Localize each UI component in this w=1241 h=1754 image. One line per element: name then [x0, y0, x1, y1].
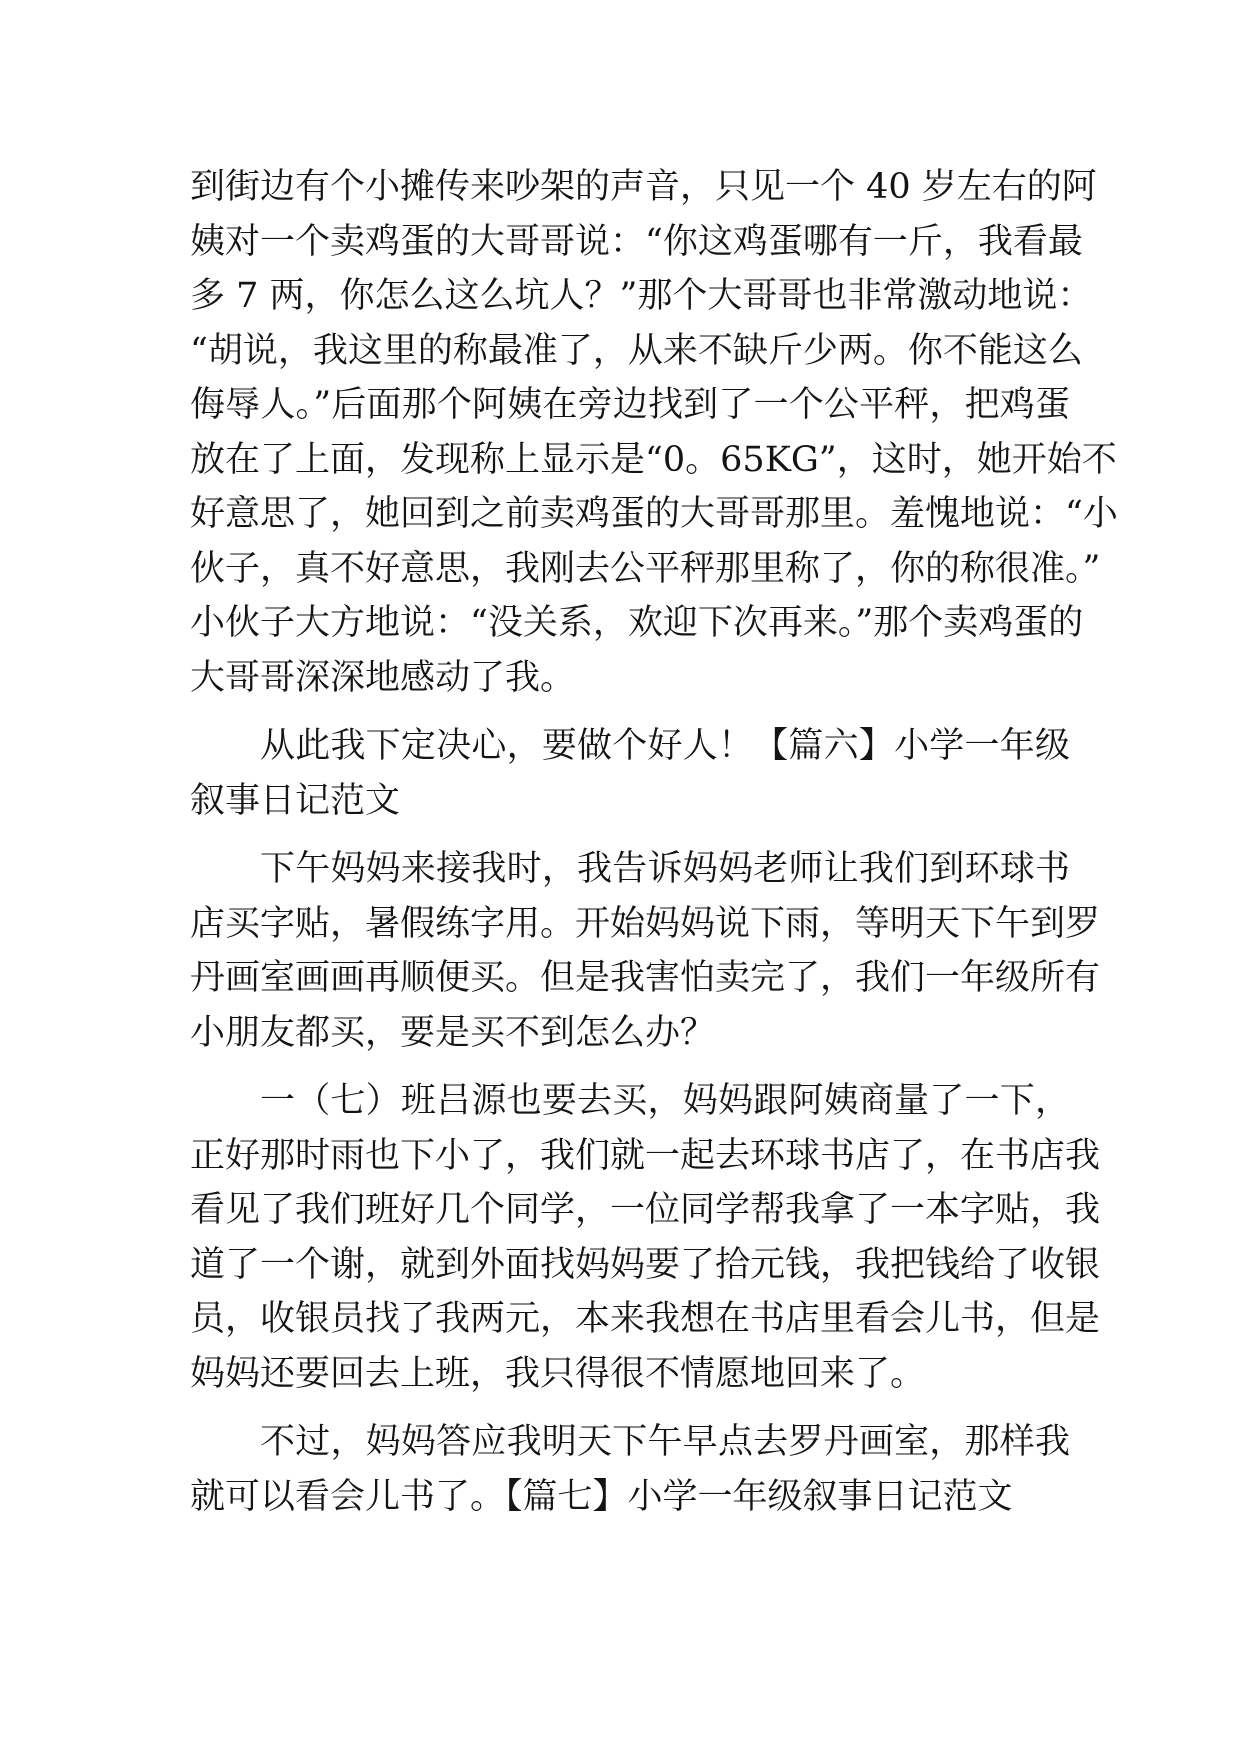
text-line: 不过，妈妈答应我明天下午早点去罗丹画室，那样我 — [260, 1422, 1070, 1462]
text-line: 到街边有个小摊传来吵架的声音，只见一个 40 岁左右的阿 — [190, 167, 1097, 207]
paragraph-conclusion-and-heading-7 — [190, 1415, 1070, 1524]
paragraph-gap — [190, 1060, 1070, 1074]
text-line: 从此我下定决心，要做个好人！【篇六】小学一年级 — [260, 726, 1070, 766]
text-line: 姨对一个卖鸡蛋的大哥哥说：“你这鸡蛋哪有一斤，我看最 — [190, 221, 1083, 262]
text-line: 侮辱人。”后面那个阿姨在旁边找到了一个公平秤，把鸡蛋 — [190, 385, 1070, 425]
text-line: 小伙子大方地说：“没关系，欢迎下次再来。”那个卖鸡蛋的 — [190, 603, 1084, 643]
paragraph-bookstore-intro — [190, 842, 1101, 1060]
paragraph-gap — [190, 1401, 1070, 1415]
text-line: 看见了我们班好几个同学，一位同学帮我拿了一本字贴，我 — [190, 1190, 1101, 1230]
body-text — [190, 160, 1118, 1524]
text-line: 大哥哥深深地感动了我。 — [190, 657, 576, 698]
text-line: 妈妈还要回去上班，我只得很不情愿地回来了。 — [190, 1353, 926, 1394]
text-line: 就可以看会儿书了。【篇七】小学一年级叙事日记范文 — [190, 1476, 1013, 1517]
text-line: 多 7 两，你怎么这么坑人？”那个大哥哥也非常激动地说： — [190, 276, 1093, 316]
text-line: 正好那时雨也下小了，我们就一起去环球书店了，在书店我 — [190, 1135, 1101, 1176]
text-line: 下午妈妈来接我时，我告诉妈妈老师让我们到环球书 — [260, 849, 1070, 889]
text-line: 店买字贴，暑假练字用。开始妈妈说下雨，等明天下午到罗 — [190, 903, 1101, 944]
paragraph-resolution-and-heading-6 — [190, 719, 1070, 828]
text-line: 好意思了，她回到之前卖鸡蛋的大哥哥那里。羞愧地说：“小 — [190, 494, 1118, 534]
text-line: 小朋友都买，要是买不到怎么办？ — [190, 1012, 716, 1053]
text-line: 丹画室画画再顺便买。但是我害怕卖完了，我们一年级所有 — [190, 958, 1101, 998]
text-line: 道了一个谢，就到外面找妈妈要了拾元钱，我把钱给了收银 — [190, 1244, 1101, 1285]
text-line: 一（七）班吕源也要去买，妈妈跟阿姨商量了一下， — [260, 1081, 1070, 1121]
text-line: 放在了上面，发现称上显示是“0。65KG”，这时，她开始不 — [190, 439, 1117, 480]
paragraph-egg-seller-story — [190, 160, 1118, 705]
paragraph-gap — [190, 705, 1070, 719]
text-line: “胡说，我这里的称最准了，从来不缺斤少两。你不能这么 — [190, 330, 1083, 371]
text-line: 员，收银员找了我两元，本来我想在书店里看会儿书，但是 — [190, 1299, 1101, 1339]
paragraph-gap — [190, 828, 1070, 842]
paragraph-bookstore-visit — [190, 1074, 1101, 1401]
text-line: 叙事日记范文 — [190, 780, 401, 821]
text-line: 伙子，真不好意思，我刚去公平秤那里称了，你的称很准。” — [190, 548, 1101, 589]
